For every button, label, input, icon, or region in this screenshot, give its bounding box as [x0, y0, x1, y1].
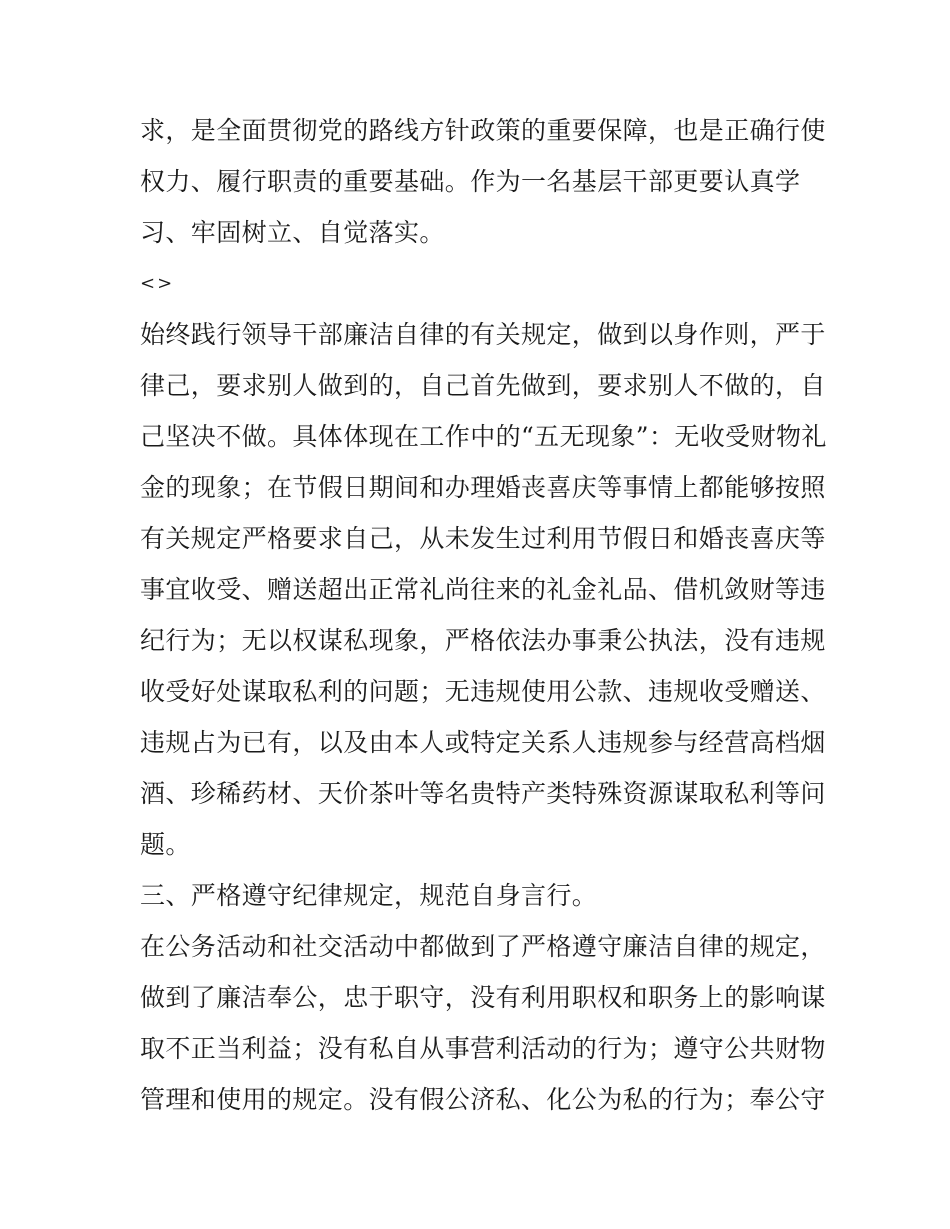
section-marker: <>	[140, 273, 175, 294]
text-line: 有关规定严格要求自己，从未发生过利用节假日和婚丧喜庆等	[140, 524, 826, 553]
document-body	[140, 105, 840, 1125]
text-line: 做到了廉洁奉公，忠于职守，没有利用职权和职务上的影响谋	[140, 983, 826, 1012]
text-line: 己坚决不做。具体体现在工作中的“五无现象”：无收受财物礼	[140, 422, 827, 451]
text-line: 管理和使用的规定。没有假公济私、化公为私的行为；奉公守	[140, 1085, 826, 1114]
text-line: 纪行为；无以权谋私现象，严格依法办事秉公执法，没有违规	[140, 626, 826, 655]
text-line: 权力、履行职责的重要基础。作为一名基层干部更要认真学	[140, 167, 801, 196]
text-line: 在公务活动和社交活动中都做到了严格遵守廉洁自律的规定，	[140, 932, 826, 961]
text-line: 始终践行领导干部廉洁自律的有关规定，做到以身作则，严于	[140, 320, 826, 349]
text-line: 金的现象；在节假日期间和办理婚丧喜庆等事情上都能够按照	[140, 473, 826, 502]
text-line: 酒、珍稀药材、天价茶叶等名贵特产类特殊资源谋取私利等问	[140, 779, 826, 808]
text-line: 事宜收受、赠送超出正常礼尚往来的礼金礼品、借机敛财等违	[140, 575, 826, 604]
section-heading: 三、严格遵守纪律规定，规范自身言行。	[140, 881, 598, 910]
text-line: 违规占为已有，以及由本人或特定关系人违规参与经营高档烟	[140, 728, 826, 757]
text-line: 收受好处谋取私利的问题；无违规使用公款、违规收受赠送、	[140, 677, 826, 706]
text-line: 律己，要求别人做到的，自己首先做到，要求别人不做的，自	[140, 371, 826, 400]
text-line: 题。	[140, 830, 191, 859]
text-line: 取不正当利益；没有私自从事营利活动的行为；遵守公共财物	[140, 1034, 826, 1063]
text-line: 求，是全面贯彻党的路线方针政策的重要保障，也是正确行使	[140, 116, 826, 145]
text-line: 习、牢固树立、自觉落实。	[140, 218, 445, 247]
